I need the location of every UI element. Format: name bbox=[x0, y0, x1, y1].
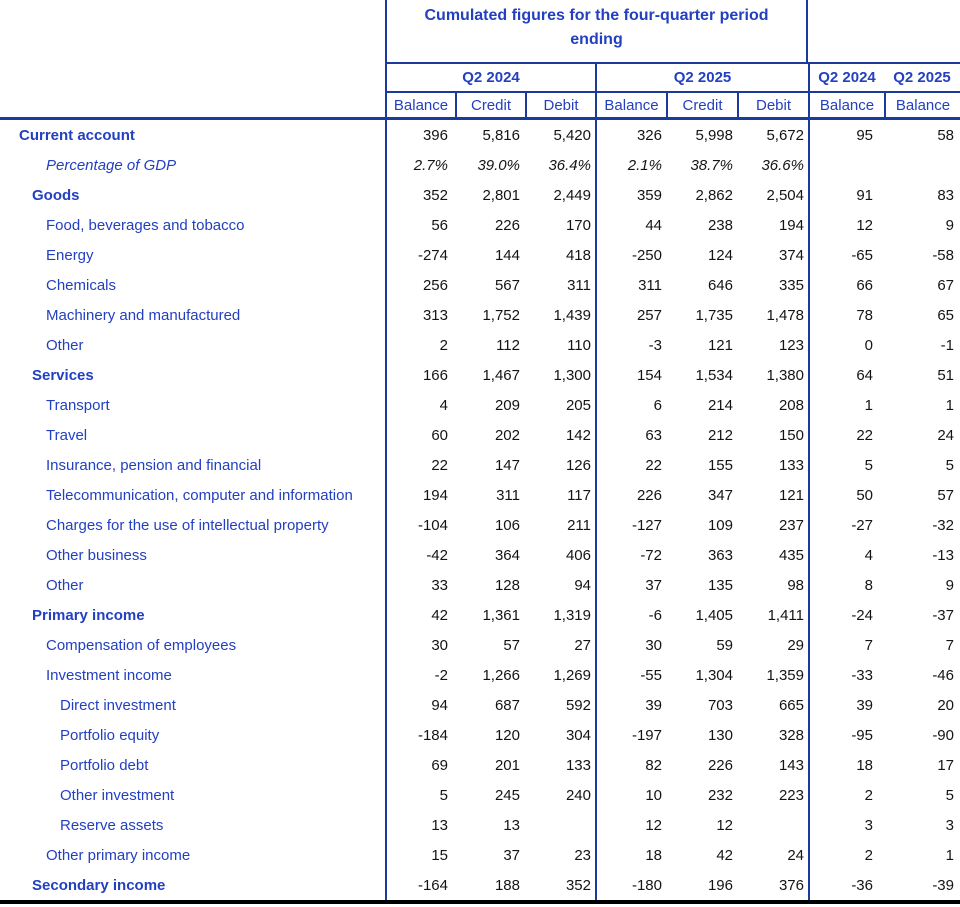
value-cell: 703 bbox=[707, 696, 733, 714]
value-cell: 150 bbox=[778, 426, 804, 444]
value-cell: 10 bbox=[595, 780, 666, 810]
header-spacer-right bbox=[808, 0, 960, 64]
value-cell: 155 bbox=[707, 456, 733, 474]
value-cell: 211 bbox=[567, 516, 591, 534]
value-cell: 117 bbox=[567, 486, 591, 504]
value-cell: -13 bbox=[932, 546, 954, 564]
table-row bbox=[0, 810, 960, 840]
value-cell: 237 bbox=[778, 516, 804, 534]
value-cell: 37 bbox=[503, 846, 520, 864]
value-cell: 123 bbox=[778, 336, 804, 354]
value-cell: 1,380 bbox=[766, 366, 804, 384]
value-cell: 313 bbox=[385, 300, 455, 330]
value-cell: -2 bbox=[385, 660, 455, 690]
value-cell: 328 bbox=[778, 726, 804, 744]
value-cell: 147 bbox=[494, 456, 520, 474]
value-cell: 1,478 bbox=[766, 306, 804, 324]
value-cell: 143 bbox=[778, 756, 804, 774]
row-label: Energy bbox=[46, 246, 94, 264]
value-cell: 22 bbox=[595, 450, 666, 480]
value-cell: 352 bbox=[565, 876, 591, 894]
row-label: Portfolio debt bbox=[60, 756, 149, 774]
value-cell: 126 bbox=[565, 456, 591, 474]
value-cell bbox=[737, 810, 808, 840]
table-row bbox=[0, 360, 960, 390]
period-right-q2-2024: Q2 2024 bbox=[808, 63, 884, 93]
table-row bbox=[0, 720, 960, 750]
value-cell: -27 bbox=[808, 510, 884, 540]
value-cell: 8 bbox=[808, 570, 884, 600]
value-cell: 121 bbox=[707, 336, 733, 354]
value-cell: -3 bbox=[595, 330, 666, 360]
row-label: Reserve assets bbox=[60, 816, 164, 834]
value-cell: -164 bbox=[385, 870, 455, 900]
value-cell: -33 bbox=[808, 660, 884, 690]
value-cell: 24 bbox=[937, 426, 954, 444]
value-cell: 352 bbox=[385, 180, 455, 210]
value-cell: 3 bbox=[808, 810, 884, 840]
value-cell: 69 bbox=[385, 750, 455, 780]
row-label: Goods bbox=[32, 186, 80, 204]
value-cell: 1,361 bbox=[482, 606, 520, 624]
value-cell: 120 bbox=[494, 726, 520, 744]
value-cell: 4 bbox=[808, 540, 884, 570]
value-cell: 226 bbox=[494, 216, 520, 234]
value-cell: -58 bbox=[932, 246, 954, 264]
period-group-q2-2024: Q2 2024 bbox=[385, 63, 595, 93]
value-cell: -184 bbox=[385, 720, 455, 750]
value-cell: 65 bbox=[937, 306, 954, 324]
value-cell: 94 bbox=[385, 690, 455, 720]
row-label: Chemicals bbox=[46, 276, 117, 294]
value-cell: 592 bbox=[565, 696, 591, 714]
value-cell: 23 bbox=[574, 846, 591, 864]
value-cell: 1,304 bbox=[695, 666, 733, 684]
value-cell: 5 bbox=[385, 780, 455, 810]
value-cell: 29 bbox=[787, 636, 804, 654]
col-header-balance-4: Balance bbox=[884, 93, 960, 120]
value-cell: 22 bbox=[808, 420, 884, 450]
row-label: Compensation of employees bbox=[46, 636, 237, 654]
value-cell: 30 bbox=[595, 630, 666, 660]
table-row bbox=[0, 630, 960, 660]
row-label: Transport bbox=[46, 396, 110, 414]
value-cell bbox=[884, 150, 960, 180]
table-row bbox=[0, 210, 960, 240]
value-cell: 2,862 bbox=[695, 186, 733, 204]
value-cell: 374 bbox=[778, 246, 804, 264]
value-cell: 226 bbox=[595, 480, 666, 510]
value-cell: 256 bbox=[385, 270, 455, 300]
value-cell: 135 bbox=[707, 576, 733, 594]
value-cell: 7 bbox=[808, 630, 884, 660]
value-cell: 194 bbox=[778, 216, 804, 234]
table-row bbox=[0, 120, 960, 150]
col-header-credit-1: Credit bbox=[455, 93, 525, 120]
value-cell: 1,735 bbox=[695, 306, 733, 324]
value-cell: 15 bbox=[385, 840, 455, 870]
value-cell: 66 bbox=[808, 270, 884, 300]
value-cell: 39 bbox=[595, 690, 666, 720]
col-header-balance-1: Balance bbox=[385, 93, 455, 120]
value-cell: 124 bbox=[707, 246, 733, 264]
row-label: Other investment bbox=[60, 786, 175, 804]
value-cell: -127 bbox=[595, 510, 666, 540]
value-cell: 364 bbox=[494, 546, 520, 564]
row-label: Other bbox=[46, 576, 84, 594]
value-cell: -180 bbox=[595, 870, 666, 900]
table-row bbox=[0, 690, 960, 720]
value-cell: 196 bbox=[707, 876, 733, 894]
value-cell: 36.6% bbox=[761, 156, 804, 174]
value-cell: 133 bbox=[778, 456, 804, 474]
value-cell: 418 bbox=[565, 246, 591, 264]
value-cell: 128 bbox=[494, 576, 520, 594]
value-cell: 170 bbox=[565, 216, 591, 234]
value-cell: 42 bbox=[385, 600, 455, 630]
table-row bbox=[0, 180, 960, 210]
value-cell: 12 bbox=[595, 810, 666, 840]
value-cell: 1,534 bbox=[695, 366, 733, 384]
table-row bbox=[0, 150, 960, 180]
col-header-debit-2: Debit bbox=[737, 93, 808, 120]
value-cell: 1,405 bbox=[695, 606, 733, 624]
value-cell: -250 bbox=[595, 240, 666, 270]
table-row bbox=[0, 330, 960, 360]
value-cell: 112 bbox=[496, 336, 520, 354]
value-cell: 130 bbox=[707, 726, 733, 744]
table-row bbox=[0, 750, 960, 780]
value-cell: 1 bbox=[945, 396, 954, 414]
header-row-periods bbox=[0, 63, 960, 93]
value-cell: 5,420 bbox=[553, 126, 591, 144]
value-cell: 245 bbox=[494, 786, 520, 804]
value-cell: -95 bbox=[808, 720, 884, 750]
value-cell: 58 bbox=[937, 126, 954, 144]
value-cell: 9 bbox=[945, 216, 954, 234]
value-cell: 59 bbox=[716, 636, 733, 654]
row-label: Primary income bbox=[32, 606, 145, 624]
value-cell: 202 bbox=[494, 426, 520, 444]
table-row bbox=[0, 510, 960, 540]
value-cell: 78 bbox=[808, 300, 884, 330]
value-cell: 20 bbox=[937, 696, 954, 714]
value-cell: -65 bbox=[808, 240, 884, 270]
value-cell: 1,319 bbox=[553, 606, 591, 624]
value-cell: 396 bbox=[385, 120, 455, 150]
value-cell: 154 bbox=[595, 360, 666, 390]
value-cell: 27 bbox=[574, 636, 591, 654]
table-row bbox=[0, 780, 960, 810]
value-cell: 17 bbox=[937, 756, 954, 774]
value-cell: 567 bbox=[494, 276, 520, 294]
value-cell: 2,801 bbox=[482, 186, 520, 204]
row-label: Machinery and manufactured bbox=[46, 306, 241, 324]
table-row bbox=[0, 600, 960, 630]
table-row bbox=[0, 870, 960, 900]
row-label: Insurance, pension and financial bbox=[46, 456, 262, 474]
table-row bbox=[0, 660, 960, 690]
value-cell: 2,449 bbox=[553, 186, 591, 204]
value-cell: 188 bbox=[494, 876, 520, 894]
value-cell: 2.1% bbox=[595, 150, 666, 180]
value-cell: 39 bbox=[808, 690, 884, 720]
value-cell: -46 bbox=[932, 666, 954, 684]
value-cell: 39.0% bbox=[477, 156, 520, 174]
value-cell: 67 bbox=[937, 276, 954, 294]
value-cell: 226 bbox=[707, 756, 733, 774]
value-cell: 205 bbox=[565, 396, 591, 414]
value-cell: 144 bbox=[494, 246, 520, 264]
value-cell: 646 bbox=[707, 276, 733, 294]
value-cell: 1,300 bbox=[553, 366, 591, 384]
value-cell: 57 bbox=[937, 486, 954, 504]
value-cell: -36 bbox=[808, 870, 884, 900]
value-cell: 6 bbox=[595, 390, 666, 420]
value-cell: 24 bbox=[787, 846, 804, 864]
value-cell: 359 bbox=[595, 180, 666, 210]
value-cell: 194 bbox=[385, 480, 455, 510]
value-cell: 5,998 bbox=[695, 126, 733, 144]
value-cell: 98 bbox=[787, 576, 804, 594]
value-cell: 406 bbox=[565, 546, 591, 564]
value-cell: 665 bbox=[778, 696, 804, 714]
value-cell: 57 bbox=[503, 636, 520, 654]
value-cell: 63 bbox=[595, 420, 666, 450]
value-cell: 257 bbox=[595, 300, 666, 330]
value-cell: 5,816 bbox=[482, 126, 520, 144]
row-label: Secondary income bbox=[32, 876, 166, 894]
value-cell: 201 bbox=[494, 756, 520, 774]
value-cell: 5,672 bbox=[766, 126, 804, 144]
value-cell: 13 bbox=[503, 816, 520, 834]
value-cell: 94 bbox=[574, 576, 591, 594]
table-bottom-rule bbox=[0, 900, 960, 904]
period-right-q2-2025: Q2 2025 bbox=[884, 63, 960, 93]
header-spacer bbox=[0, 63, 385, 93]
value-cell: 91 bbox=[808, 180, 884, 210]
value-cell: 240 bbox=[565, 786, 591, 804]
value-cell: 304 bbox=[565, 726, 591, 744]
period-group-q2-2025: Q2 2025 bbox=[595, 63, 808, 93]
value-cell: 13 bbox=[385, 810, 455, 840]
row-label: Other bbox=[46, 336, 84, 354]
value-cell: -24 bbox=[808, 600, 884, 630]
header-spacer bbox=[0, 93, 385, 120]
value-cell: -6 bbox=[595, 600, 666, 630]
col-header-balance-3: Balance bbox=[808, 93, 884, 120]
value-cell: 223 bbox=[778, 786, 804, 804]
value-cell: 326 bbox=[595, 120, 666, 150]
value-cell: 1,752 bbox=[482, 306, 520, 324]
value-cell: 9 bbox=[945, 576, 954, 594]
value-cell: 18 bbox=[808, 750, 884, 780]
value-cell: 60 bbox=[385, 420, 455, 450]
value-cell: 166 bbox=[385, 360, 455, 390]
value-cell: 1,269 bbox=[553, 666, 591, 684]
value-cell: 1,359 bbox=[766, 666, 804, 684]
value-cell: 1,411 bbox=[767, 606, 804, 624]
table-row bbox=[0, 840, 960, 870]
value-cell: 208 bbox=[778, 396, 804, 414]
row-label: Telecommunication, computer and information bbox=[46, 486, 353, 504]
value-cell: 3 bbox=[945, 816, 954, 834]
col-header-credit-2: Credit bbox=[666, 93, 737, 120]
value-cell: -1 bbox=[940, 336, 954, 354]
value-cell: 82 bbox=[595, 750, 666, 780]
value-cell: 347 bbox=[707, 486, 733, 504]
value-cell: 214 bbox=[707, 396, 733, 414]
value-cell: -274 bbox=[385, 240, 455, 270]
value-cell bbox=[808, 150, 884, 180]
value-cell: 2 bbox=[808, 780, 884, 810]
value-cell: 42 bbox=[716, 846, 733, 864]
value-cell: -37 bbox=[932, 606, 954, 624]
value-cell: 2.7% bbox=[385, 150, 455, 180]
value-cell: 335 bbox=[778, 276, 804, 294]
value-cell: 2 bbox=[808, 840, 884, 870]
value-cell: 83 bbox=[937, 186, 954, 204]
value-cell: 311 bbox=[595, 270, 666, 300]
value-cell: 687 bbox=[494, 696, 520, 714]
row-label: Services bbox=[32, 366, 94, 384]
value-cell: 1,439 bbox=[553, 306, 591, 324]
row-label: Portfolio equity bbox=[60, 726, 160, 744]
value-cell: -72 bbox=[595, 540, 666, 570]
col-header-balance-2: Balance bbox=[595, 93, 666, 120]
row-label: Investment income bbox=[46, 666, 172, 684]
value-cell: 50 bbox=[808, 480, 884, 510]
table-row bbox=[0, 390, 960, 420]
value-cell: 5 bbox=[808, 450, 884, 480]
table-rows bbox=[0, 120, 960, 900]
table-row bbox=[0, 540, 960, 570]
value-cell: -42 bbox=[385, 540, 455, 570]
value-cell: 5 bbox=[945, 786, 954, 804]
value-cell: 133 bbox=[565, 756, 591, 774]
value-cell: -32 bbox=[932, 516, 954, 534]
value-cell: 0 bbox=[808, 330, 884, 360]
value-cell: 56 bbox=[385, 210, 455, 240]
value-cell: 36.4% bbox=[548, 156, 591, 174]
value-cell: 37 bbox=[595, 570, 666, 600]
value-cell: 1,467 bbox=[482, 366, 520, 384]
value-cell: 110 bbox=[567, 336, 591, 354]
value-cell: 212 bbox=[707, 426, 733, 444]
table-title: Cumulated figures for the four-quarter period ending bbox=[385, 0, 808, 64]
row-label: Direct investment bbox=[60, 696, 176, 714]
row-label: Current account bbox=[19, 126, 135, 144]
table-row bbox=[0, 240, 960, 270]
row-label: Percentage of GDP bbox=[46, 156, 177, 174]
row-label: Travel bbox=[46, 426, 88, 444]
value-cell: 30 bbox=[385, 630, 455, 660]
value-cell bbox=[525, 810, 595, 840]
value-cell: 51 bbox=[937, 366, 954, 384]
value-cell: 7 bbox=[945, 636, 954, 654]
table-row bbox=[0, 420, 960, 450]
header-row-title bbox=[0, 0, 960, 63]
value-cell: 311 bbox=[567, 276, 591, 294]
value-cell: 4 bbox=[385, 390, 455, 420]
value-cell: 121 bbox=[778, 486, 804, 504]
value-cell: 1 bbox=[808, 390, 884, 420]
value-cell: 12 bbox=[716, 816, 733, 834]
value-cell: 2 bbox=[385, 330, 455, 360]
row-label: Other primary income bbox=[46, 846, 191, 864]
value-cell: 363 bbox=[707, 546, 733, 564]
value-cell: 209 bbox=[494, 396, 520, 414]
table-row bbox=[0, 480, 960, 510]
value-cell: 22 bbox=[385, 450, 455, 480]
value-cell: 2,504 bbox=[766, 186, 804, 204]
value-cell: 435 bbox=[778, 546, 804, 564]
value-cell: 64 bbox=[808, 360, 884, 390]
value-cell: 44 bbox=[595, 210, 666, 240]
row-label: Other business bbox=[46, 546, 147, 564]
value-cell: -39 bbox=[932, 876, 954, 894]
row-label: Food, beverages and tobacco bbox=[46, 216, 245, 234]
value-cell: 12 bbox=[808, 210, 884, 240]
value-cell: -55 bbox=[595, 660, 666, 690]
value-cell: -90 bbox=[932, 726, 954, 744]
header-spacer-left bbox=[0, 0, 385, 64]
value-cell: -197 bbox=[595, 720, 666, 750]
table-row bbox=[0, 300, 960, 330]
value-cell: 18 bbox=[595, 840, 666, 870]
table-row bbox=[0, 570, 960, 600]
value-cell: 142 bbox=[565, 426, 591, 444]
value-cell: 38.7% bbox=[690, 156, 733, 174]
value-cell: 5 bbox=[945, 456, 954, 474]
value-cell: 1 bbox=[945, 846, 954, 864]
value-cell: -104 bbox=[385, 510, 455, 540]
col-header-debit-1: Debit bbox=[525, 93, 595, 120]
value-cell: 33 bbox=[385, 570, 455, 600]
value-cell: 376 bbox=[778, 876, 804, 894]
value-cell: 109 bbox=[707, 516, 733, 534]
value-cell: 1,266 bbox=[482, 666, 520, 684]
row-label: Charges for the use of intellectual property bbox=[46, 516, 329, 534]
value-cell: 95 bbox=[808, 120, 884, 150]
table-row bbox=[0, 450, 960, 480]
header-row-measures bbox=[0, 93, 960, 120]
value-cell: 311 bbox=[496, 486, 520, 504]
table-row bbox=[0, 270, 960, 300]
value-cell: 106 bbox=[494, 516, 520, 534]
value-cell: 232 bbox=[707, 786, 733, 804]
value-cell: 238 bbox=[707, 216, 733, 234]
